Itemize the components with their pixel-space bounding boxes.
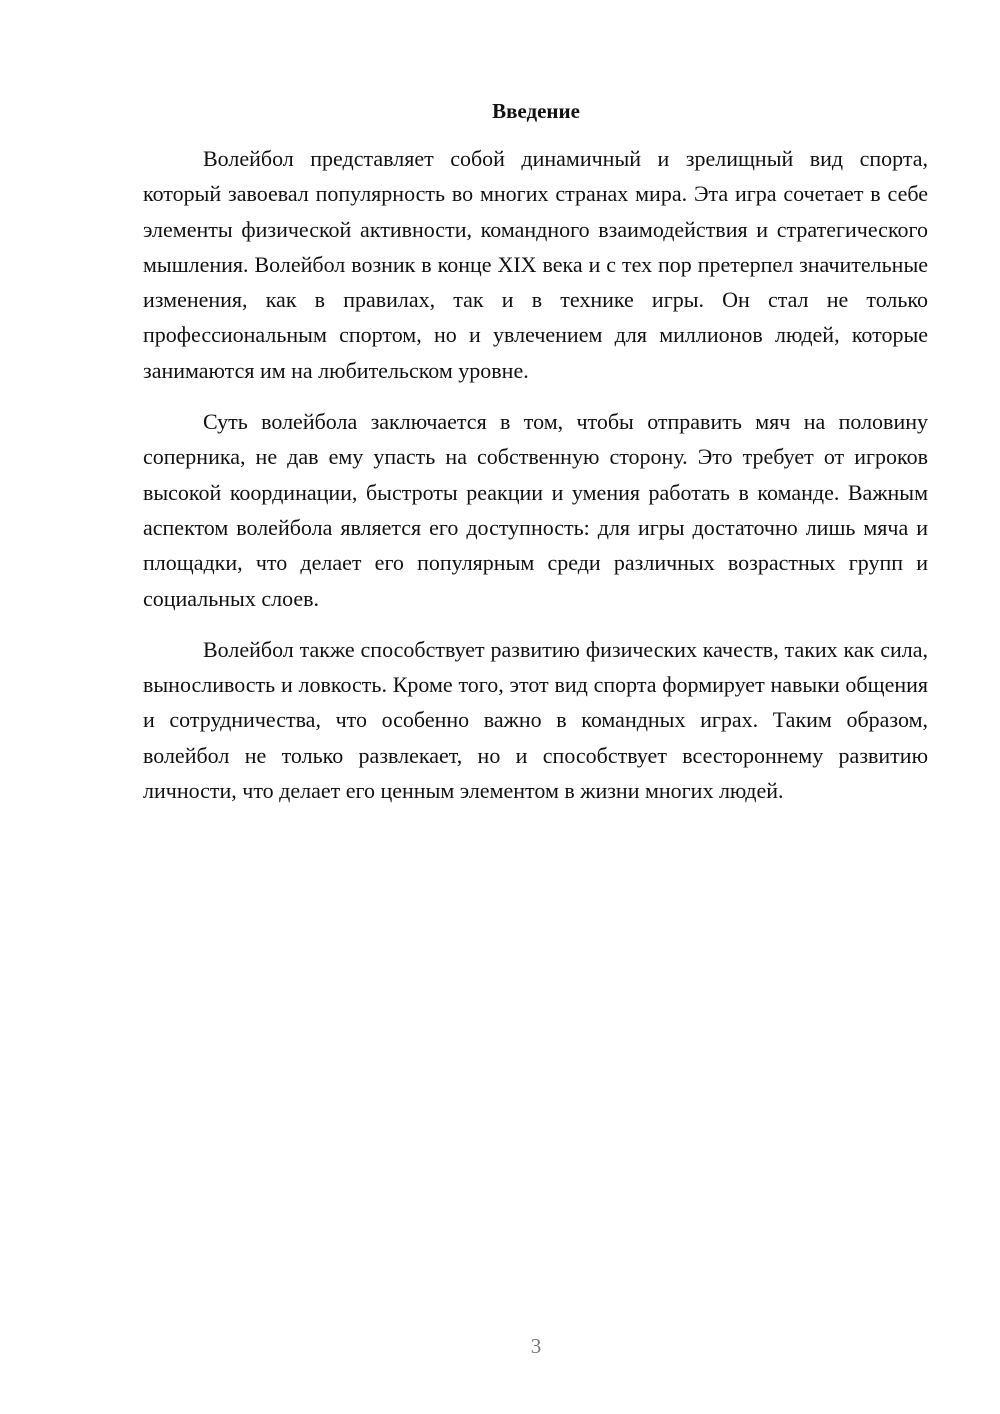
paragraph-1: Волейбол представляет собой динамичный и зрелищный вид спорта, который завоевал популярность во многих странах мира. Эта игра сочетает в себе элементы физической активности, командного взаимодействия и стратегического мышления. Волейбол возник в конце XIX века и с тех пор претерпел значительные изменения, как в правилах, так и в технике игры. Он стал не только профессиональным спортом, но и увлечением для миллионов людей, которые занимаются им на любительском уровне. [143,146,928,383]
body-text [143,141,928,824]
page-number: 3 [530,1334,542,1358]
paragraph-2: Суть волейбола заключается в том, чтобы отправить мяч на половину соперника, не дав ему упасть на собственную сторону. Это требует от игроков высокой координации, быстроты реакции и умения работать в команде. Важным аспектом волейбола является его доступность: для игры достаточно лишь мяча и площадки, что делает его популярным среди различных возрастных групп и социальных слоев. [143,409,928,611]
paragraph-3: Волейбол также способствует развитию физических качеств, таких как сила, выносливость и ловкость. Кроме того, этот вид спорта формирует навыки общения и сотрудничества, что особенно важно в командных играх. Таким образом, волейбол не только развлекает, но и способствует всестороннему развитию личности, что делает его ценным элементом в жизни многих людей. [143,636,928,804]
section-title: Введение [492,99,580,123]
